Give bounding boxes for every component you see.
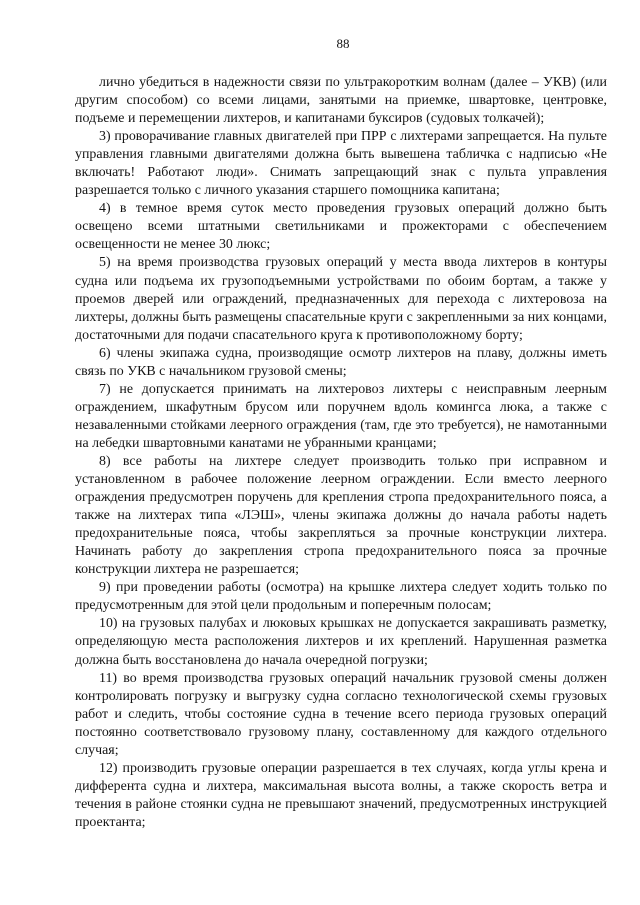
paragraph-item-3: 3) проворачивание главных двигателей при ПРР с лихтерами запрещается. На пульте управления главными двигателями должна быть вывешена табличка с надписью «Не включать! Работают люди». Снимать запрещающий знак с пульта управления разрешается только с личного указания старшего помощника капитана;	[75, 129, 607, 199]
page-number: 88	[336, 36, 350, 51]
paragraph-item-5: 5) на время производства грузовых операций у места ввода лихтеров в контуры судна или подъема их грузоподъемными устройствами по обоим бортам, а также у проемов дверей или ограждений, предназначенных для перехода с лихтеровоза на лихтеры, должны быть размещены спасательные круги с закрепленными за них концами, достаточными для подачи спасательного круга к противоположному борту;	[75, 255, 607, 343]
paragraph-item-6: 6) члены экипажа судна, производящие осмотр лихтеров на плаву, должны иметь связь по УКВ с начальником грузовой смены;	[75, 345, 607, 379]
paragraph-item-9: 9) при проведении работы (осмотра) на крышке лихтера следует ходить только по предусмотренным для этой цели продольным и поперечным полосам;	[75, 580, 607, 614]
paragraph-item-11: 11) во время производства грузовых операций начальник грузовой смены должен контролировать погрузку и выгрузку судна согласно технологической схемы грузовых работ и следить, чтобы состояние судна в течение всего периода грузовых операций постоянно соответствовало грузовому плану, составленному для каждого отдельного случая;	[75, 670, 607, 758]
paragraph-continuation: лично убедиться в надежности связи по ультракоротким волнам (далее – УКВ) (или другим способом) со всеми лицами, занятыми на приемке, швартовке, центровке, подъеме и перемещении лихтеров, и капитанами буксиров (судовых толкачей);	[75, 75, 607, 127]
paragraph-item-7: 7) не допускается принимать на лихтеровоз лихтеры с неисправным леерным ограждением, шкафутным брусом или поручнем вдоль комингса люка, а также с незаваленными стойками леерного ограждения (там, где это требуется), не намотанными на лебедки швартовными канатами не убранными кранцами;	[75, 381, 607, 451]
paragraph-item-8: 8) все работы на лихтере следует производить только при исправном и установленном в рабочее положение леерном ограждении. Если вместо леерного ограждения предусмотрен поручень для крепления стропа предохранительного пояса, а также на лихтерах типа «ЛЭШ», члены экипажа должны до начала работы надеть предохранительные пояса, чтобы закрепляться за прочные конструкции лихтера. Начинать работу до закрепления стропа предохранительного пояса за прочные конструкции лихтера не разрешается;	[75, 453, 607, 578]
paragraph-item-10: 10) на грузовых палубах и люковых крышках не допускается закрашивать разметку, определяющую места расположения лихтеров и их креплений. Нарушенная разметка должна быть восстановлена до начала очередной погрузки;	[75, 616, 607, 668]
paragraph-item-12: 12) производить грузовые операции разрешается в тех случаях, когда углы крена и дифферента судна и лихтера, максимальная высота волны, а также скорость ветра и течения в районе стоянки судна не превышают значений, предусмотренных инструкцией проектанта;	[75, 760, 607, 830]
paragraph-item-4: 4) в темное время суток место проведения грузовых операций должно быть освещено всеми штатными светильниками и прожекторами с обеспечением освещенности не менее 30 люкс;	[75, 201, 607, 253]
